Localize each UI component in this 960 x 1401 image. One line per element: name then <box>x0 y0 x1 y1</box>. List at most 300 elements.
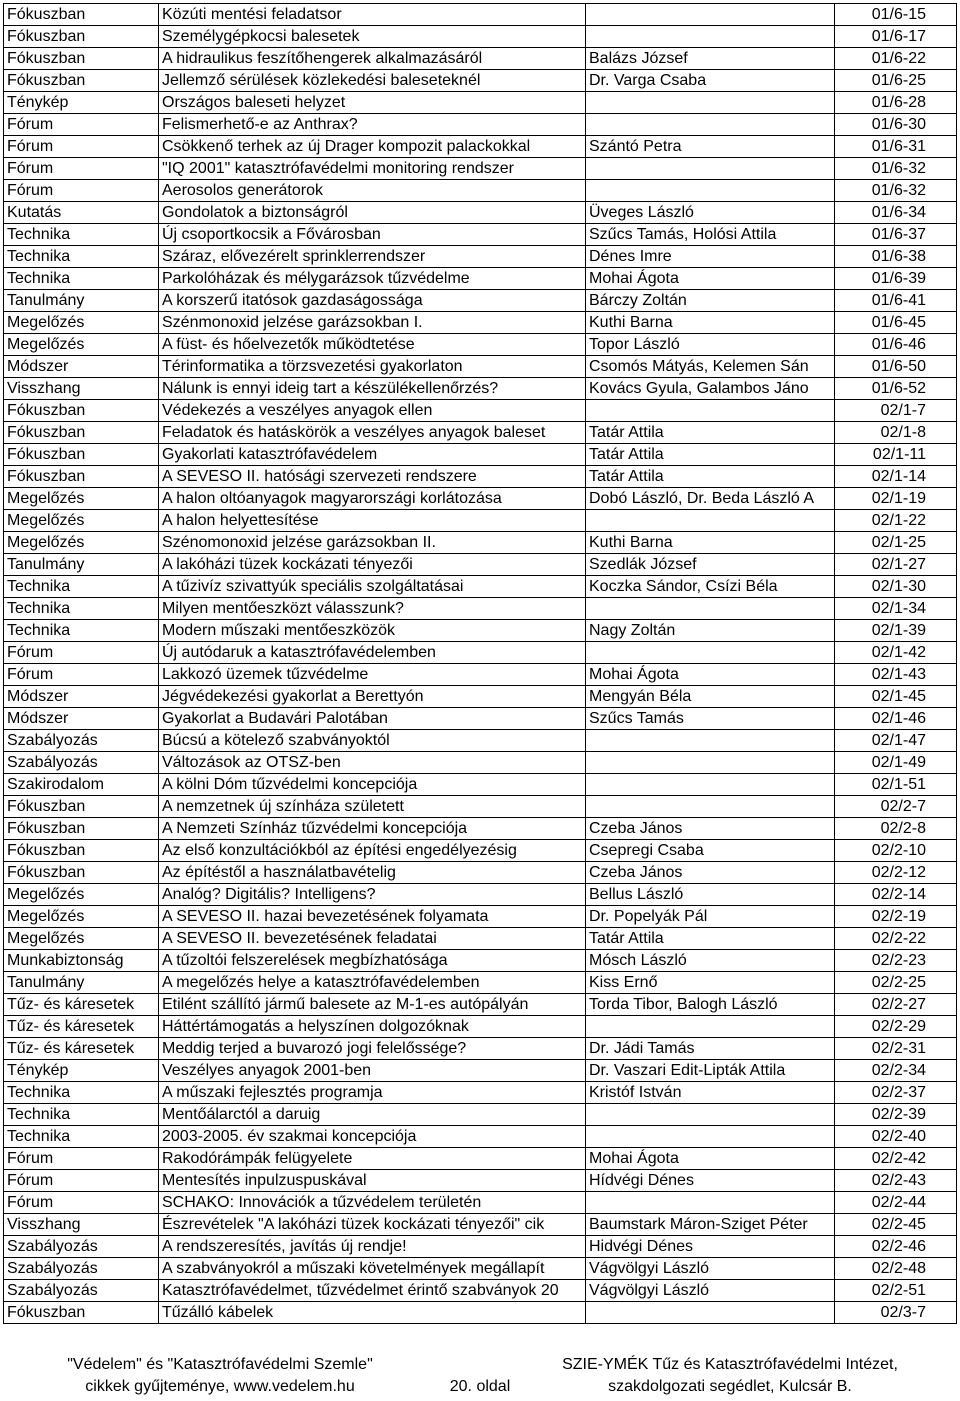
title-cell: Csökkenő terhek az új Drager kompozit palackokkal <box>159 136 586 158</box>
category-cell: Fórum <box>4 158 159 180</box>
title-cell: Búcsú a kötelező szabványoktól <box>159 730 586 752</box>
category-cell: Tűz- és káresetek <box>4 1016 159 1038</box>
title-cell: Az építéstől a használatbavételig <box>159 862 586 884</box>
title-cell: 2003-2005. év szakmai koncepciója <box>159 1126 586 1148</box>
issue-code-cell: 02/2-19 <box>835 906 957 928</box>
category-cell: Technika <box>4 268 159 290</box>
issue-code-cell: 02/2-48 <box>835 1258 957 1280</box>
issue-code-cell: 02/2-34 <box>835 1060 957 1082</box>
issue-code-cell: 02/1-43 <box>835 664 957 686</box>
category-cell: Fórum <box>4 1148 159 1170</box>
author-cell <box>586 180 835 202</box>
issue-code-cell: 01/6-45 <box>835 312 957 334</box>
table-row <box>4 26 957 48</box>
issue-code-cell: 01/6-39 <box>835 268 957 290</box>
author-cell: Dr. Popelyák Pál <box>586 906 835 928</box>
table-row <box>4 312 957 334</box>
category-cell: Módszer <box>4 356 159 378</box>
table-row <box>4 1016 957 1038</box>
table-row <box>4 466 957 488</box>
author-cell <box>586 774 835 796</box>
title-cell: Lakkozó üzemek tűzvédelme <box>159 664 586 686</box>
title-cell: Új csoportkocsik a Fővárosban <box>159 224 586 246</box>
table-row <box>4 950 957 972</box>
title-cell: Etilént szállító jármű balesete az M-1-es autópályán <box>159 994 586 1016</box>
author-cell: Kuthi Barna <box>586 312 835 334</box>
title-cell: Közúti mentési feladatsor <box>159 4 586 26</box>
author-cell: Szűcs Tamás <box>586 708 835 730</box>
issue-code-cell: 01/6-37 <box>835 224 957 246</box>
table-row <box>4 202 957 224</box>
category-cell: Technika <box>4 1126 159 1148</box>
issue-code-cell: 02/2-46 <box>835 1236 957 1258</box>
footer-publication-line1: "Védelem" és "Katasztrófavédelmi Szemle" <box>67 1356 373 1373</box>
author-cell: Czeba János <box>586 862 835 884</box>
title-cell: Meddig terjed a buvarozó jogi felelőssége? <box>159 1038 586 1060</box>
author-cell: Hídvégi Dénes <box>586 1170 835 1192</box>
issue-code-cell: 02/2-51 <box>835 1280 957 1302</box>
issue-code-cell: 01/6-25 <box>835 70 957 92</box>
issue-code-cell: 02/2-12 <box>835 862 957 884</box>
category-cell: Fókuszban <box>4 862 159 884</box>
table-row <box>4 1192 957 1214</box>
title-cell: A korszerű itatósok gazdaságossága <box>159 290 586 312</box>
issue-code-cell: 01/6-41 <box>835 290 957 312</box>
author-cell <box>586 26 835 48</box>
issue-code-cell: 02/2-14 <box>835 884 957 906</box>
title-cell: A SEVESO II. hatósági szervezeti rendszere <box>159 466 586 488</box>
table-row <box>4 576 957 598</box>
author-cell <box>586 92 835 114</box>
author-cell: Tatár Attila <box>586 928 835 950</box>
table-row <box>4 158 957 180</box>
category-cell: Fókuszban <box>4 400 159 422</box>
author-cell: Czeba János <box>586 818 835 840</box>
title-cell: Rakodórámpák felügyelete <box>159 1148 586 1170</box>
issue-code-cell: 02/2-27 <box>835 994 957 1016</box>
footer-institute-line1: SZIE-YMÉK Tűz és Katasztrófavédelmi Intézet, <box>562 1356 898 1373</box>
category-cell: Fórum <box>4 664 159 686</box>
category-cell: Megelőzés <box>4 312 159 334</box>
table-row <box>4 70 957 92</box>
table-row <box>4 268 957 290</box>
author-cell: Mohai Ágota <box>586 1148 835 1170</box>
title-cell: A tűzivíz szivattyúk speciális szolgáltatásai <box>159 576 586 598</box>
author-cell: Bellus László <box>586 884 835 906</box>
author-cell <box>586 114 835 136</box>
category-cell: Fórum <box>4 180 159 202</box>
issue-code-cell: 02/2-37 <box>835 1082 957 1104</box>
table-row <box>4 972 957 994</box>
articles-table <box>3 3 957 1324</box>
category-cell: Megelőzés <box>4 510 159 532</box>
category-cell: Tűz- és káresetek <box>4 994 159 1016</box>
table-row <box>4 994 957 1016</box>
category-cell: Megelőzés <box>4 532 159 554</box>
category-cell: Ténykép <box>4 1060 159 1082</box>
title-cell: Országos baleseti helyzet <box>159 92 586 114</box>
table-row <box>4 1060 957 1082</box>
title-cell: Háttértámogatás a helyszínen dolgozóknak <box>159 1016 586 1038</box>
author-cell: Tatár Attila <box>586 466 835 488</box>
category-cell: Szabályozás <box>4 730 159 752</box>
category-cell: Fórum <box>4 642 159 664</box>
table-row <box>4 1082 957 1104</box>
title-cell: A SEVESO II. bevezetésének feladatai <box>159 928 586 950</box>
title-cell: A halon helyettesítése <box>159 510 586 532</box>
title-cell: A tűzoltói felszerelések megbízhatósága <box>159 950 586 972</box>
table-row <box>4 1258 957 1280</box>
author-cell: Csomós Mátyás, Kelemen Sán <box>586 356 835 378</box>
table-row <box>4 488 957 510</box>
author-cell <box>586 1302 835 1324</box>
footer-institute-line2: szakdolgozati segédlet, Kulcsár B. <box>608 1378 852 1395</box>
footer-publication-line2: cikkek gyűjteménye, www.vedelem.hu <box>85 1378 355 1395</box>
issue-code-cell: 02/1-47 <box>835 730 957 752</box>
title-cell: Személygépkocsi balesetek <box>159 26 586 48</box>
category-cell: Technika <box>4 1104 159 1126</box>
issue-code-cell: 02/2-25 <box>835 972 957 994</box>
title-cell: A Nemzeti Színház tűzvédelmi koncepciója <box>159 818 586 840</box>
category-cell: Ténykép <box>4 92 159 114</box>
issue-code-cell: 01/6-32 <box>835 158 957 180</box>
title-cell: Védekezés a veszélyes anyagok ellen <box>159 400 586 422</box>
title-cell: Aerosolos generátorok <box>159 180 586 202</box>
category-cell: Fókuszban <box>4 70 159 92</box>
table-row <box>4 1038 957 1060</box>
title-cell: Milyen mentőeszközt válasszunk? <box>159 598 586 620</box>
title-cell: Parkolóházak és mélygarázsok tűzvédelme <box>159 268 586 290</box>
page-footer <box>0 1354 960 1398</box>
issue-code-cell: 02/1-30 <box>835 576 957 598</box>
issue-code-cell: 02/2-40 <box>835 1126 957 1148</box>
issue-code-cell: 02/1-19 <box>835 488 957 510</box>
issue-code-cell: 01/6-30 <box>835 114 957 136</box>
title-cell: Mentesítés inpulzuspuskával <box>159 1170 586 1192</box>
title-cell: Gyakorlati katasztrófavédelem <box>159 444 586 466</box>
title-cell: A halon oltóanyagok magyarországi korlátozása <box>159 488 586 510</box>
issue-code-cell: 01/6-34 <box>835 202 957 224</box>
category-cell: Fókuszban <box>4 26 159 48</box>
table-row <box>4 224 957 246</box>
author-cell: Mohai Ágota <box>586 268 835 290</box>
issue-code-cell: 02/2-31 <box>835 1038 957 1060</box>
category-cell: Kutatás <box>4 202 159 224</box>
table-row <box>4 1236 957 1258</box>
category-cell: Fórum <box>4 136 159 158</box>
issue-code-cell: 02/2-42 <box>835 1148 957 1170</box>
category-cell: Fórum <box>4 114 159 136</box>
table-row <box>4 752 957 774</box>
table-row <box>4 818 957 840</box>
category-cell: Fókuszban <box>4 422 159 444</box>
category-cell: Technika <box>4 246 159 268</box>
table-row <box>4 532 957 554</box>
table-row <box>4 906 957 928</box>
author-cell: Baumstark Máron-Sziget Péter <box>586 1214 835 1236</box>
issue-code-cell: 02/2-43 <box>835 1170 957 1192</box>
title-cell: Szénomonoxid jelzése garázsokban II. <box>159 532 586 554</box>
category-cell: Fókuszban <box>4 818 159 840</box>
category-cell: Technika <box>4 224 159 246</box>
footer-institute <box>520 1354 940 1398</box>
author-cell: Üveges László <box>586 202 835 224</box>
issue-code-cell: 02/1-45 <box>835 686 957 708</box>
category-cell: Módszer <box>4 686 159 708</box>
author-cell: Dr. Jádi Tamás <box>586 1038 835 1060</box>
author-cell <box>586 400 835 422</box>
title-cell: Gyakorlat a Budavári Palotában <box>159 708 586 730</box>
author-cell: Vágvölgyi László <box>586 1280 835 1302</box>
category-cell: Fókuszban <box>4 48 159 70</box>
author-cell: Tatár Attila <box>586 444 835 466</box>
title-cell: A műszaki fejlesztés programja <box>159 1082 586 1104</box>
table-row <box>4 620 957 642</box>
author-cell: Mengyán Béla <box>586 686 835 708</box>
category-cell: Fórum <box>4 1192 159 1214</box>
table-row <box>4 1126 957 1148</box>
category-cell: Megelőzés <box>4 334 159 356</box>
category-cell: Visszhang <box>4 378 159 400</box>
table-row <box>4 796 957 818</box>
issue-code-cell: 02/1-22 <box>835 510 957 532</box>
author-cell: Hidvégi Dénes <box>586 1236 835 1258</box>
issue-code-cell: 02/2-8 <box>835 818 957 840</box>
title-cell: Térinformatika a törzsvezetési gyakorlaton <box>159 356 586 378</box>
category-cell: Munkabiztonság <box>4 950 159 972</box>
title-cell: Modern műszaki mentőeszközök <box>159 620 586 642</box>
title-cell: Katasztrófavédelmet, tűzvédelmet érintő szabványok 20 <box>159 1280 586 1302</box>
author-cell: Mósch László <box>586 950 835 972</box>
title-cell: Analóg? Digitális? Intelligens? <box>159 884 586 906</box>
table-row <box>4 598 957 620</box>
author-cell: Dr. Varga Csaba <box>586 70 835 92</box>
category-cell: Tanulmány <box>4 972 159 994</box>
author-cell <box>586 4 835 26</box>
author-cell <box>586 1126 835 1148</box>
table-row <box>4 136 957 158</box>
author-cell <box>586 752 835 774</box>
table-row <box>4 180 957 202</box>
issue-code-cell: 02/2-10 <box>835 840 957 862</box>
title-cell: A nemzetnek új színháza született <box>159 796 586 818</box>
issue-code-cell: 02/2-39 <box>835 1104 957 1126</box>
category-cell: Technika <box>4 1082 159 1104</box>
category-cell: Szabályozás <box>4 1258 159 1280</box>
title-cell: Mentőálarctól a daruig <box>159 1104 586 1126</box>
author-cell: Dr. Vaszari Edit-Lipták Attila <box>586 1060 835 1082</box>
table-row <box>4 840 957 862</box>
issue-code-cell: 01/6-17 <box>835 26 957 48</box>
table-row <box>4 884 957 906</box>
title-cell: Száraz, elővezérelt sprinklerrendszer <box>159 246 586 268</box>
table-row <box>4 708 957 730</box>
title-cell: Az első konzultációkból az építési engedélyezésig <box>159 840 586 862</box>
table-row <box>4 92 957 114</box>
articles-table-body <box>4 4 957 1324</box>
issue-code-cell: 02/2-45 <box>835 1214 957 1236</box>
title-cell: Veszélyes anyagok 2001-ben <box>159 1060 586 1082</box>
category-cell: Szabályozás <box>4 1280 159 1302</box>
table-row <box>4 1214 957 1236</box>
author-cell <box>586 158 835 180</box>
table-row <box>4 1302 957 1324</box>
issue-code-cell: 02/2-23 <box>835 950 957 972</box>
issue-code-cell: 02/2-29 <box>835 1016 957 1038</box>
issue-code-cell: 02/1-7 <box>835 400 957 422</box>
author-cell <box>586 1192 835 1214</box>
issue-code-cell: 02/1-39 <box>835 620 957 642</box>
category-cell: Technika <box>4 576 159 598</box>
table-row <box>4 730 957 752</box>
table-row <box>4 400 957 422</box>
title-cell: Gondolatok a biztonságról <box>159 202 586 224</box>
title-cell: A rendszeresítés, javítás új rendje! <box>159 1236 586 1258</box>
table-row <box>4 510 957 532</box>
issue-code-cell: 02/1-11 <box>835 444 957 466</box>
author-cell: Szántó Petra <box>586 136 835 158</box>
table-row <box>4 422 957 444</box>
category-cell: Tűz- és káresetek <box>4 1038 159 1060</box>
author-cell <box>586 1016 835 1038</box>
author-cell: Torda Tibor, Balogh László <box>586 994 835 1016</box>
title-cell: A hidraulikus feszítőhengerek alkalmazásáról <box>159 48 586 70</box>
title-cell: Változások az OTSZ-ben <box>159 752 586 774</box>
table-row <box>4 664 957 686</box>
category-cell: Fókuszban <box>4 444 159 466</box>
category-cell: Módszer <box>4 708 159 730</box>
issue-code-cell: 02/1-14 <box>835 466 957 488</box>
table-row <box>4 1104 957 1126</box>
page-number: 20. oldal <box>449 1378 511 1395</box>
category-cell: Megelőzés <box>4 488 159 510</box>
title-cell: "IQ 2001" katasztrófavédelmi monitoring rendszer <box>159 158 586 180</box>
category-cell: Fókuszban <box>4 4 159 26</box>
author-cell: Nagy Zoltán <box>586 620 835 642</box>
title-cell: A megelőzés helye a katasztrófavédelemben <box>159 972 586 994</box>
category-cell: Fókuszban <box>4 1302 159 1324</box>
category-cell: Fórum <box>4 1170 159 1192</box>
author-cell: Csepregi Csaba <box>586 840 835 862</box>
title-cell: Felismerhető-e az Anthrax? <box>159 114 586 136</box>
table-row <box>4 1148 957 1170</box>
table-row <box>4 378 957 400</box>
table-row <box>4 246 957 268</box>
issue-code-cell: 02/1-8 <box>835 422 957 444</box>
issue-code-cell: 02/2-22 <box>835 928 957 950</box>
author-cell: Kristóf István <box>586 1082 835 1104</box>
table-row <box>4 928 957 950</box>
category-cell: Technika <box>4 598 159 620</box>
issue-code-cell: 02/1-42 <box>835 642 957 664</box>
title-cell: A SEVESO II. hazai bevezetésének folyamata <box>159 906 586 928</box>
title-cell: Észrevételek "A lakóházi tüzek kockázati tényezői" cik <box>159 1214 586 1236</box>
issue-code-cell: 02/1-34 <box>835 598 957 620</box>
author-cell <box>586 730 835 752</box>
category-cell: Tanulmány <box>4 290 159 312</box>
title-cell: Feladatok és hatáskörök a veszélyes anyagok baleset <box>159 422 586 444</box>
table-row <box>4 686 957 708</box>
category-cell: Megelőzés <box>4 884 159 906</box>
table-row <box>4 554 957 576</box>
author-cell: Vágvölgyi László <box>586 1258 835 1280</box>
table-row <box>4 774 957 796</box>
table-row <box>4 862 957 884</box>
title-cell: Szénmonoxid jelzése garázsokban I. <box>159 312 586 334</box>
author-cell: Mohai Ágota <box>586 664 835 686</box>
issue-code-cell: 01/6-22 <box>835 48 957 70</box>
title-cell: A füst- és hőelvezetők működtetése <box>159 334 586 356</box>
author-cell <box>586 510 835 532</box>
category-cell: Tanulmány <box>4 554 159 576</box>
issue-code-cell: 02/1-49 <box>835 752 957 774</box>
table-row <box>4 4 957 26</box>
category-cell: Fókuszban <box>4 466 159 488</box>
table-row <box>4 290 957 312</box>
issue-code-cell: 01/6-50 <box>835 356 957 378</box>
title-cell: A szabványokról a műszaki követelmények megállapít <box>159 1258 586 1280</box>
issue-code-cell: 01/6-32 <box>835 180 957 202</box>
category-cell: Visszhang <box>4 1214 159 1236</box>
author-cell: Szedlák József <box>586 554 835 576</box>
title-cell: Új autódaruk a katasztrófavédelemben <box>159 642 586 664</box>
issue-code-cell: 02/3-7 <box>835 1302 957 1324</box>
issue-code-cell: 02/2-44 <box>835 1192 957 1214</box>
title-cell: SCHAKO: Innovációk a tűzvédelem területén <box>159 1192 586 1214</box>
table-row <box>4 642 957 664</box>
issue-code-cell: 01/6-28 <box>835 92 957 114</box>
issue-code-cell: 02/1-25 <box>835 532 957 554</box>
table-row <box>4 1280 957 1302</box>
issue-code-cell: 01/6-15 <box>835 4 957 26</box>
category-cell: Megelőzés <box>4 906 159 928</box>
author-cell: Kovács Gyula, Galambos Jáno <box>586 378 835 400</box>
footer-publication <box>40 1354 400 1398</box>
issue-code-cell: 02/2-7 <box>835 796 957 818</box>
table-row <box>4 48 957 70</box>
author-cell: Koczka Sándor, Csízi Béla <box>586 576 835 598</box>
category-cell: Szakirodalom <box>4 774 159 796</box>
title-cell: Tűzálló kábelek <box>159 1302 586 1324</box>
title-cell: A kölni Dóm tűzvédelmi koncepciója <box>159 774 586 796</box>
title-cell: Jellemző sérülések közlekedési baleseteknél <box>159 70 586 92</box>
issue-code-cell: 01/6-38 <box>835 246 957 268</box>
title-cell: A lakóházi tüzek kockázati tényezői <box>159 554 586 576</box>
issue-code-cell: 01/6-31 <box>835 136 957 158</box>
author-cell: Bárczy Zoltán <box>586 290 835 312</box>
issue-code-cell: 01/6-46 <box>835 334 957 356</box>
table-row <box>4 356 957 378</box>
table-row <box>4 1170 957 1192</box>
category-cell: Megelőzés <box>4 928 159 950</box>
category-cell: Szabályozás <box>4 752 159 774</box>
author-cell: Dénes Imre <box>586 246 835 268</box>
author-cell: Szűcs Tamás, Holósi Attila <box>586 224 835 246</box>
author-cell: Tatár Attila <box>586 422 835 444</box>
category-cell: Fókuszban <box>4 796 159 818</box>
author-cell: Topor László <box>586 334 835 356</box>
table-row <box>4 444 957 466</box>
issue-code-cell: 01/6-52 <box>835 378 957 400</box>
category-cell: Szabályozás <box>4 1236 159 1258</box>
issue-code-cell: 02/1-51 <box>835 774 957 796</box>
author-cell <box>586 796 835 818</box>
author-cell <box>586 1104 835 1126</box>
author-cell: Balázs József <box>586 48 835 70</box>
title-cell: Jégvédekezési gyakorlat a Berettyón <box>159 686 586 708</box>
author-cell: Kuthi Barna <box>586 532 835 554</box>
table-row <box>4 114 957 136</box>
